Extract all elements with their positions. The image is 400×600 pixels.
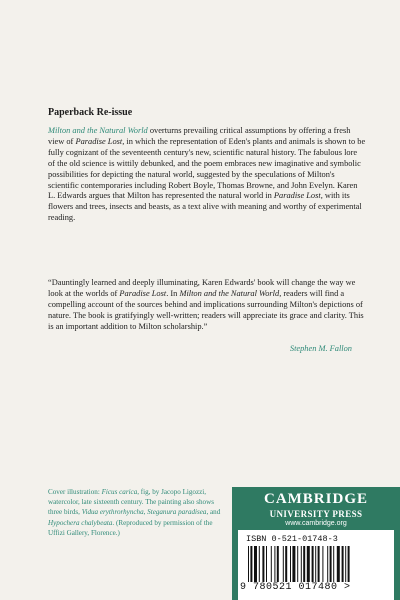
section-heading: Paperback Re-issue — [48, 107, 133, 118]
blurb-text: , in which the representation of Eden's plants and animals is shown to be fully cognizant of the seventeenth century's new, scientific natural history. The fabulous lore of the old science is wittily debunked, and the poem embraces new imaginative and symbolic possibilities for depicting the natural world, suggested by the speculations of Milton's scientific contemporaries including Robert Boyle, Thomas Browne, and John Evelyn. Karen L. Edwards argues that Milton has represented the natural world in — [48, 136, 366, 201]
blurb-text: , with its flowers and trees, insects and beasts, as a text alive with meaning and worthy of experimental reading. — [48, 191, 362, 223]
description-paragraph — [48, 126, 366, 224]
species-name: Vidua erythrorhyncha — [81, 508, 144, 517]
barcode-bar — [327, 546, 328, 582]
review-text: “Dauntingly learned and deeply illuminating, Karen Edwards' book will change the way we look at the worlds of — [48, 278, 356, 298]
review-text: . In — [166, 288, 180, 298]
barcode-bar — [348, 546, 350, 582]
barcode-bar — [342, 546, 344, 582]
barcode-digits: 9 780521 017480 > — [240, 582, 351, 593]
barcode-bar — [303, 546, 305, 582]
barcode-bar — [266, 546, 267, 582]
barcode-bar — [292, 546, 295, 582]
barcode-bar — [277, 546, 279, 582]
barcode-bar — [337, 546, 340, 582]
credit-text: , — [143, 508, 148, 517]
cover-illustration-credit — [48, 487, 226, 538]
barcode-bar — [312, 546, 314, 582]
poem-title: Paradise Lost — [273, 191, 321, 201]
barcode-bar — [345, 546, 346, 582]
barcode-bar — [330, 546, 332, 582]
barcode-panel — [238, 530, 394, 600]
book-title: Milton and the Natural World — [48, 126, 148, 135]
barcode-bar — [297, 546, 298, 582]
species-name: Hypochera chalybeata — [48, 518, 113, 527]
species-name: Steganura paradisea — [147, 508, 207, 517]
poem-title: Paradise Lost — [119, 288, 167, 298]
review-quote — [48, 278, 366, 333]
barcode-bar — [262, 546, 264, 582]
credit-text: , and — [206, 508, 221, 517]
barcode-bar — [248, 546, 249, 582]
barcode-bar — [283, 546, 284, 582]
barcode-bar — [307, 546, 310, 582]
book-title: Milton and the Natural World — [179, 288, 280, 298]
barcode-bar — [285, 546, 287, 582]
reviewer-name: Stephen M. Fallon — [289, 344, 352, 353]
barcode-bar — [318, 546, 320, 582]
barcode-bar — [301, 546, 302, 582]
credit-text: , fig, by Jacopo Ligozzi, watercolor, late sixteenth century. The painting also shows three birds, — [48, 488, 214, 517]
publisher-url: www.cambridge.org — [285, 520, 347, 527]
poem-title: Paradise Lost — [75, 136, 123, 146]
species-name: Ficus carica — [101, 488, 138, 496]
barcode-bar — [322, 546, 323, 582]
barcode-bar — [254, 546, 257, 582]
barcode-bar — [250, 546, 252, 582]
isbn-label: ISBN 0-521-01748-3 — [246, 534, 338, 544]
publisher-name: CAMBRIDGE — [263, 491, 368, 507]
credit-text: Cover illustration: — [48, 488, 102, 496]
review-text: , readers will find a compelling account of the sources behind and implications surrounding Milton's depictions of nature. The book is gratifyingly well-written; readers will appreciate its grace and clarity. This is an important addition to Milton scholarship.” — [48, 288, 364, 331]
barcode-bar — [315, 546, 316, 582]
publisher-box — [232, 487, 400, 600]
credit-text: . (Reproduced by permission of the Uffizi Gallery, Florence.) — [48, 518, 213, 537]
barcode-bar — [259, 546, 260, 582]
barcode-image — [246, 546, 392, 582]
barcode-bar — [333, 546, 334, 582]
publisher-subtitle: UNIVERSITY PRESS — [269, 509, 363, 519]
barcode-bar — [274, 546, 275, 582]
blurb-text: overturns prevailing critical assumptions by offering a fresh view of — [48, 126, 351, 146]
barcode-bar — [271, 546, 272, 582]
barcode-bar — [290, 546, 291, 582]
